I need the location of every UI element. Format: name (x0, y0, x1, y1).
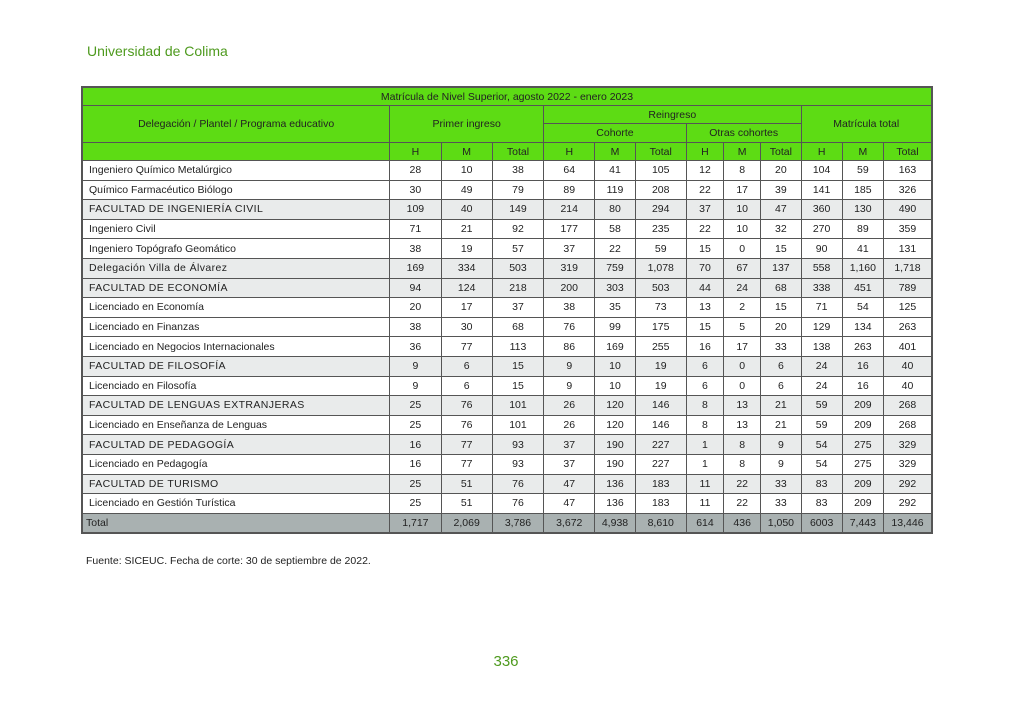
cell-value: 89 (842, 219, 883, 239)
row-label: FACULTAD DE PEDAGOGÍA (82, 435, 390, 455)
cell-value: 9 (390, 356, 441, 376)
table-row (82, 239, 932, 259)
cell-value: 47 (544, 474, 595, 494)
column-subheader: Total (761, 143, 801, 161)
cell-value: 255 (635, 337, 686, 357)
column-subheader: M (842, 143, 883, 161)
column-group-primer-ingreso: Primer ingreso (390, 106, 544, 143)
cell-value: 136 (595, 474, 635, 494)
faculty-row (82, 435, 932, 455)
cell-value: 36 (390, 337, 441, 357)
cell-value: 49 (441, 180, 492, 200)
cell-value: 15 (686, 317, 723, 337)
cell-value: 17 (724, 180, 761, 200)
cell-value: 1,718 (883, 258, 932, 278)
row-label: Delegación Villa de Álvarez (82, 258, 390, 278)
cell-value: 83 (801, 474, 842, 494)
cell-value: 169 (390, 258, 441, 278)
cell-value: 789 (883, 278, 932, 298)
cell-value: 13,446 (883, 513, 932, 533)
cell-value: 8 (724, 435, 761, 455)
faculty-row (82, 356, 932, 376)
faculty-row (82, 474, 932, 494)
cell-value: 10 (441, 161, 492, 181)
cell-value: 99 (595, 317, 635, 337)
cell-value: 19 (635, 356, 686, 376)
cell-value: 79 (492, 180, 543, 200)
cell-value: 21 (761, 396, 801, 416)
cell-value: 9 (761, 454, 801, 474)
cell-value: 20 (761, 317, 801, 337)
cell-value: 22 (686, 219, 723, 239)
cell-value: 326 (883, 180, 932, 200)
cell-value: 558 (801, 258, 842, 278)
cell-value: 32 (761, 219, 801, 239)
cell-value: 76 (544, 317, 595, 337)
cell-value: 70 (686, 258, 723, 278)
cell-value: 22 (686, 180, 723, 200)
cell-value: 104 (801, 161, 842, 181)
cell-value: 235 (635, 219, 686, 239)
cell-value: 67 (724, 258, 761, 278)
cell-value: 54 (801, 454, 842, 474)
column-subheader: Total (635, 143, 686, 161)
cell-value: 47 (544, 494, 595, 514)
cell-value: 24 (724, 278, 761, 298)
row-label: Químico Farmacéutico Biólogo (82, 180, 390, 200)
cell-value: 1 (686, 435, 723, 455)
row-label: Licenciado en Pedagogía (82, 454, 390, 474)
row-label: Licenciado en Gestión Turística (82, 494, 390, 514)
cell-value: 51 (441, 474, 492, 494)
table-row (82, 454, 932, 474)
row-label: Total (82, 513, 390, 533)
cell-value: 136 (595, 494, 635, 514)
cell-value: 38 (492, 161, 543, 181)
cell-value: 6 (761, 356, 801, 376)
row-label: FACULTAD DE INGENIERÍA CIVIL (82, 200, 390, 220)
cell-value: 275 (842, 454, 883, 474)
cell-value: 25 (390, 396, 441, 416)
faculty-row (82, 200, 932, 220)
cell-value: 76 (492, 474, 543, 494)
cell-value: 16 (842, 356, 883, 376)
cell-value: 183 (635, 474, 686, 494)
column-subheader: H (390, 143, 441, 161)
cell-value: 89 (544, 180, 595, 200)
table-row (82, 180, 932, 200)
cell-value: 1,050 (761, 513, 801, 533)
cell-value: 292 (883, 494, 932, 514)
cell-value: 59 (801, 415, 842, 435)
cell-value: 214 (544, 200, 595, 220)
column-subheader: M (724, 143, 761, 161)
column-subheader: Total (883, 143, 932, 161)
cell-value: 9 (544, 376, 595, 396)
cell-value: 141 (801, 180, 842, 200)
cell-value: 436 (724, 513, 761, 533)
enrollment-table (81, 86, 933, 534)
cell-value: 44 (686, 278, 723, 298)
table-row (82, 376, 932, 396)
table-title: Matrícula de Nivel Superior, agosto 2022 - enero 2023 (82, 87, 932, 106)
cell-value: 25 (390, 494, 441, 514)
university-title: Universidad de Colima (87, 43, 228, 59)
cell-value: 292 (883, 474, 932, 494)
column-header-program: Delegación / Plantel / Programa educativo (82, 106, 390, 143)
column-subgroup-otras-cohortes: Otras cohortes (686, 124, 801, 143)
column-subgroup-cohorte: Cohorte (544, 124, 687, 143)
cell-value: 183 (635, 494, 686, 514)
cell-value: 59 (801, 396, 842, 416)
cell-value: 334 (441, 258, 492, 278)
table-row (82, 317, 932, 337)
cell-value: 8 (686, 415, 723, 435)
table-row (82, 298, 932, 318)
cell-value: 77 (441, 454, 492, 474)
cell-value: 270 (801, 219, 842, 239)
cell-value: 209 (842, 396, 883, 416)
cell-value: 38 (390, 317, 441, 337)
cell-value: 16 (842, 376, 883, 396)
source-footnote: Fuente: SICEUC. Fecha de corte: 30 de septiembre de 2022. (86, 555, 371, 567)
cell-value: 28 (390, 161, 441, 181)
column-group-matricula-total: Matrícula total (801, 106, 932, 143)
cell-value: 92 (492, 219, 543, 239)
row-label: FACULTAD DE TURISMO (82, 474, 390, 494)
cell-value: 15 (761, 298, 801, 318)
page-number: 336 (493, 653, 519, 670)
cell-value: 7,443 (842, 513, 883, 533)
cell-value: 38 (544, 298, 595, 318)
cell-value: 77 (441, 435, 492, 455)
table-row (82, 219, 932, 239)
cell-value: 22 (724, 474, 761, 494)
column-subheader: H (686, 143, 723, 161)
cell-value: 37 (544, 435, 595, 455)
cell-value: 15 (761, 239, 801, 259)
cell-value: 20 (761, 161, 801, 181)
cell-value: 401 (883, 337, 932, 357)
cell-value: 80 (595, 200, 635, 220)
cell-value: 1,078 (635, 258, 686, 278)
cell-value: 268 (883, 415, 932, 435)
cell-value: 120 (595, 415, 635, 435)
table-row (82, 494, 932, 514)
cell-value: 64 (544, 161, 595, 181)
cell-value: 10 (724, 219, 761, 239)
column-group-reingreso: Reingreso (544, 106, 801, 124)
cell-value: 1,160 (842, 258, 883, 278)
cell-value: 13 (686, 298, 723, 318)
row-label: Ingeniero Civil (82, 219, 390, 239)
cell-value: 40 (441, 200, 492, 220)
total-row (82, 513, 932, 533)
cell-value: 68 (761, 278, 801, 298)
row-label: Licenciado en Economía (82, 298, 390, 318)
cell-value: 130 (842, 200, 883, 220)
cell-value: 33 (761, 474, 801, 494)
cell-value: 275 (842, 435, 883, 455)
cell-value: 54 (801, 435, 842, 455)
cell-value: 614 (686, 513, 723, 533)
cell-value: 26 (544, 396, 595, 416)
cell-value: 19 (441, 239, 492, 259)
cell-value: 9 (390, 376, 441, 396)
cell-value: 86 (544, 337, 595, 357)
cell-value: 129 (801, 317, 842, 337)
cell-value: 54 (842, 298, 883, 318)
row-label: FACULTAD DE ECONOMÍA (82, 278, 390, 298)
cell-value: 20 (390, 298, 441, 318)
cell-value: 175 (635, 317, 686, 337)
cell-value: 16 (390, 435, 441, 455)
cell-value: 3,672 (544, 513, 595, 533)
cell-value: 503 (635, 278, 686, 298)
cell-value: 6 (686, 356, 723, 376)
cell-value: 1 (686, 454, 723, 474)
cell-value: 24 (801, 376, 842, 396)
table-row (82, 415, 932, 435)
cell-value: 71 (801, 298, 842, 318)
cell-value: 11 (686, 474, 723, 494)
cell-value: 124 (441, 278, 492, 298)
cell-value: 35 (595, 298, 635, 318)
cell-value: 359 (883, 219, 932, 239)
cell-value: 77 (441, 337, 492, 357)
column-header-blank (82, 143, 390, 161)
cell-value: 25 (390, 474, 441, 494)
cell-value: 94 (390, 278, 441, 298)
cell-value: 131 (883, 239, 932, 259)
cell-value: 6 (441, 356, 492, 376)
cell-value: 200 (544, 278, 595, 298)
cell-value: 37 (686, 200, 723, 220)
cell-value: 177 (544, 219, 595, 239)
cell-value: 137 (761, 258, 801, 278)
cell-value: 6003 (801, 513, 842, 533)
cell-value: 76 (441, 396, 492, 416)
cell-value: 41 (595, 161, 635, 181)
cell-value: 9 (544, 356, 595, 376)
cell-value: 71 (390, 219, 441, 239)
cell-value: 17 (441, 298, 492, 318)
cell-value: 6 (761, 376, 801, 396)
cell-value: 169 (595, 337, 635, 357)
column-subheader: H (544, 143, 595, 161)
cell-value: 33 (761, 494, 801, 514)
cell-value: 101 (492, 415, 543, 435)
column-subheader: H (801, 143, 842, 161)
row-label: Licenciado en Negocios Internacionales (82, 337, 390, 357)
cell-value: 138 (801, 337, 842, 357)
cell-value: 208 (635, 180, 686, 200)
cell-value: 146 (635, 415, 686, 435)
cell-value: 57 (492, 239, 543, 259)
cell-value: 5 (724, 317, 761, 337)
cell-value: 319 (544, 258, 595, 278)
cell-value: 209 (842, 415, 883, 435)
column-subheader: M (441, 143, 492, 161)
cell-value: 2 (724, 298, 761, 318)
cell-value: 93 (492, 435, 543, 455)
row-label: Licenciado en Enseñanza de Lenguas (82, 415, 390, 435)
cell-value: 3,786 (492, 513, 543, 533)
cell-value: 503 (492, 258, 543, 278)
cell-value: 38 (390, 239, 441, 259)
column-subheader: Total (492, 143, 543, 161)
cell-value: 17 (724, 337, 761, 357)
cell-value: 12 (686, 161, 723, 181)
cell-value: 15 (686, 239, 723, 259)
faculty-row (82, 396, 932, 416)
cell-value: 68 (492, 317, 543, 337)
cell-value: 759 (595, 258, 635, 278)
cell-value: 47 (761, 200, 801, 220)
row-label: Licenciado en Finanzas (82, 317, 390, 337)
cell-value: 21 (761, 415, 801, 435)
cell-value: 190 (595, 435, 635, 455)
cell-value: 338 (801, 278, 842, 298)
cell-value: 1,717 (390, 513, 441, 533)
cell-value: 109 (390, 200, 441, 220)
row-label: FACULTAD DE LENGUAS EXTRANJERAS (82, 396, 390, 416)
cell-value: 218 (492, 278, 543, 298)
cell-value: 209 (842, 494, 883, 514)
cell-value: 40 (883, 356, 932, 376)
cell-value: 13 (724, 396, 761, 416)
cell-value: 41 (842, 239, 883, 259)
cell-value: 0 (724, 239, 761, 259)
cell-value: 40 (883, 376, 932, 396)
cell-value: 263 (883, 317, 932, 337)
table-row (82, 161, 932, 181)
cell-value: 0 (724, 356, 761, 376)
row-label: Ingeniero Químico Metalúrgico (82, 161, 390, 181)
cell-value: 227 (635, 435, 686, 455)
cell-value: 22 (595, 239, 635, 259)
cell-value: 59 (842, 161, 883, 181)
cell-value: 10 (595, 356, 635, 376)
cell-value: 25 (390, 415, 441, 435)
cell-value: 8 (686, 396, 723, 416)
cell-value: 329 (883, 435, 932, 455)
cell-value: 146 (635, 396, 686, 416)
cell-value: 16 (390, 454, 441, 474)
cell-value: 209 (842, 474, 883, 494)
cell-value: 149 (492, 200, 543, 220)
cell-value: 125 (883, 298, 932, 318)
cell-value: 268 (883, 396, 932, 416)
cell-value: 8 (724, 454, 761, 474)
cell-value: 163 (883, 161, 932, 181)
cell-value: 93 (492, 454, 543, 474)
cell-value: 101 (492, 396, 543, 416)
cell-value: 90 (801, 239, 842, 259)
cell-value: 30 (441, 317, 492, 337)
cell-value: 76 (492, 494, 543, 514)
cell-value: 22 (724, 494, 761, 514)
cell-value: 227 (635, 454, 686, 474)
column-subheader: M (595, 143, 635, 161)
cell-value: 134 (842, 317, 883, 337)
row-label: Ingeniero Topógrafo Geomático (82, 239, 390, 259)
table-row (82, 337, 932, 357)
cell-value: 105 (635, 161, 686, 181)
cell-value: 37 (492, 298, 543, 318)
cell-value: 360 (801, 200, 842, 220)
cell-value: 451 (842, 278, 883, 298)
cell-value: 83 (801, 494, 842, 514)
cell-value: 303 (595, 278, 635, 298)
cell-value: 490 (883, 200, 932, 220)
cell-value: 15 (492, 356, 543, 376)
cell-value: 113 (492, 337, 543, 357)
cell-value: 4,938 (595, 513, 635, 533)
cell-value: 9 (761, 435, 801, 455)
cell-value: 10 (595, 376, 635, 396)
cell-value: 26 (544, 415, 595, 435)
cell-value: 329 (883, 454, 932, 474)
cell-value: 294 (635, 200, 686, 220)
cell-value: 19 (635, 376, 686, 396)
faculty-row (82, 258, 932, 278)
cell-value: 16 (686, 337, 723, 357)
cell-value: 37 (544, 239, 595, 259)
cell-value: 10 (724, 200, 761, 220)
cell-value: 2,069 (441, 513, 492, 533)
row-label: FACULTAD DE FILOSOFÍA (82, 356, 390, 376)
cell-value: 24 (801, 356, 842, 376)
cell-value: 119 (595, 180, 635, 200)
cell-value: 13 (724, 415, 761, 435)
cell-value: 6 (686, 376, 723, 396)
cell-value: 11 (686, 494, 723, 514)
cell-value: 190 (595, 454, 635, 474)
cell-value: 59 (635, 239, 686, 259)
cell-value: 185 (842, 180, 883, 200)
cell-value: 76 (441, 415, 492, 435)
cell-value: 33 (761, 337, 801, 357)
cell-value: 6 (441, 376, 492, 396)
cell-value: 73 (635, 298, 686, 318)
cell-value: 0 (724, 376, 761, 396)
cell-value: 263 (842, 337, 883, 357)
cell-value: 120 (595, 396, 635, 416)
cell-value: 58 (595, 219, 635, 239)
cell-value: 39 (761, 180, 801, 200)
cell-value: 21 (441, 219, 492, 239)
cell-value: 30 (390, 180, 441, 200)
cell-value: 37 (544, 454, 595, 474)
cell-value: 8,610 (635, 513, 686, 533)
cell-value: 8 (724, 161, 761, 181)
cell-value: 51 (441, 494, 492, 514)
row-label: Licenciado en Filosofía (82, 376, 390, 396)
faculty-row (82, 278, 932, 298)
cell-value: 15 (492, 376, 543, 396)
